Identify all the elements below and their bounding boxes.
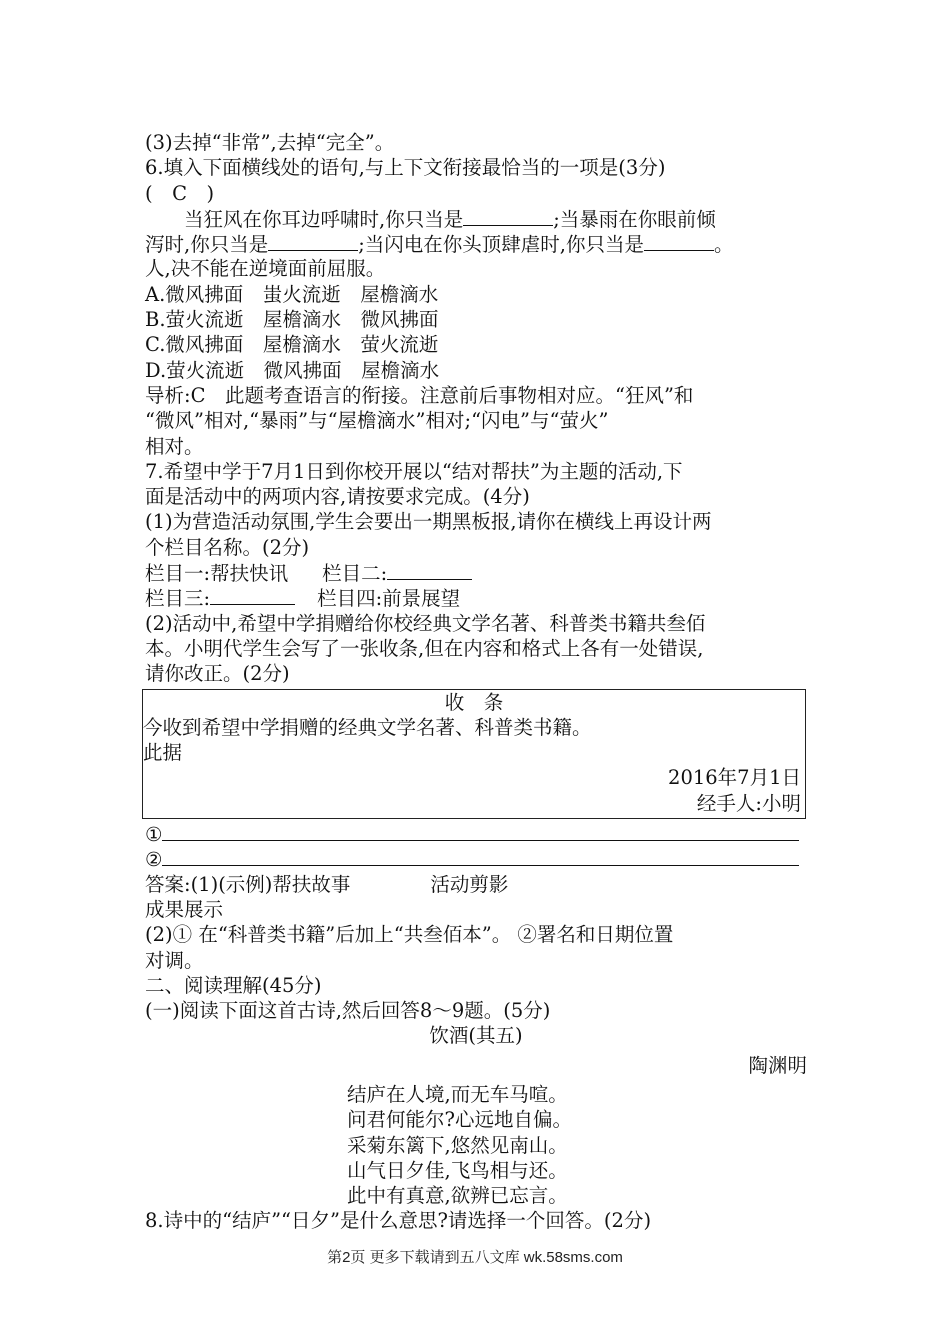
guide-line: 导析:C 此题考查语言的衔接。注意前后事物相对应。“狂风”和 <box>145 383 694 407</box>
option-d: D.萤火流逝 微风拂面 屋檐滴水 <box>145 358 440 382</box>
question-6-passage-line: 人,决不能在逆境面前屈服。 <box>145 257 386 281</box>
passage-text: ;当闪电在你头顶肆虐时,你只当是 <box>358 233 644 257</box>
question-7-part-2: 请你改正。(2分) <box>145 662 290 686</box>
answer-text: (2)① 在“科普类书籍”后加上“共叁佰本”。 ②署名和日期位置 <box>145 923 674 947</box>
poem-line: 采菊东篱下,悠然见南山。 <box>347 1133 568 1157</box>
column-row <box>145 585 807 610</box>
answer-line <box>145 821 807 846</box>
receipt-closing: 此据 <box>143 741 183 765</box>
fill-blank <box>387 560 472 580</box>
question-7: 面是活动中的两项内容,请按要求完成。(4分) <box>145 485 530 509</box>
fill-blank <box>463 206 553 226</box>
option-c: C.微风拂面 屋檐滴水 萤火流逝 <box>145 333 439 357</box>
poem-title: 饮酒(其五) <box>429 1024 523 1048</box>
column-row <box>145 560 807 585</box>
poem-line: 此中有真意,欲辨已忘言。 <box>347 1184 568 1208</box>
circle-number: ① <box>145 823 163 847</box>
text-line: (3)去掉“非常”,去掉“完全”。 <box>145 131 395 154</box>
receipt-body: 今收到希望中学捐赠的经典文学名著、科普类书籍。 <box>143 715 592 739</box>
answer-text: 成果展示 <box>145 897 224 921</box>
answer-text <box>145 872 807 897</box>
answer-line <box>145 846 807 871</box>
page-footer: 第2页 更多下载请到五八文库 wk.58sms.com <box>327 1249 623 1266</box>
receipt-date: 2016年7月1日 <box>668 766 801 790</box>
option-b: B.萤火流逝 屋檐滴水 微风拂面 <box>145 308 439 332</box>
passage-text: 。 <box>713 233 734 257</box>
fill-blank <box>210 585 295 605</box>
question-6-answer: ( C ) <box>145 181 215 205</box>
answer-blank <box>162 846 799 866</box>
circle-number: ② <box>145 848 163 872</box>
passage-text: 当狂风在你耳边呼啸时,你只当是 <box>184 207 464 231</box>
poem-line: 结庐在人境,而无车马喧。 <box>347 1082 568 1106</box>
question-6: 6.填入下面横线处的语句,与上下文衔接最恰当的一项是(3分) <box>145 156 666 180</box>
question-7-part-2: 本。小明代学生会写了一张收条,但在内容和格式上各有一处错误, <box>145 636 704 660</box>
column-1: 栏目一:帮扶快讯 <box>145 562 289 586</box>
receipt-title: 收 条 <box>444 690 504 714</box>
poem-line: 山气日夕佳,飞鸟相与还。 <box>347 1158 568 1182</box>
fill-blank <box>644 231 714 251</box>
question-7-part-1: (1)为营造活动氛围,学生会要出一期黑板报,请你在横线上再设计两 <box>145 510 712 534</box>
receipt-box <box>142 689 806 819</box>
question-7: 7.希望中学于7月1日到你校开展以“结对帮扶”为主题的活动,下 <box>145 459 683 483</box>
question-7-part-1: 个栏目名称。(2分) <box>145 535 310 559</box>
section-heading: 二、阅读理解(45分) <box>145 973 322 997</box>
guide-line: “微风”相对,“暴雨”与“屋檐滴水”相对;“闪电”与“萤火” <box>145 409 609 433</box>
passage-text: 泻时,你只当是 <box>145 233 269 257</box>
question-7-part-2: (2)活动中,希望中学捐赠给你校经典文学名著、科普类书籍共叁佰 <box>145 611 706 635</box>
option-a: A.微风拂面 蚩火流逝 屋檐滴水 <box>145 282 439 306</box>
passage-text: ;当暴雨在你眼前倾 <box>553 207 716 231</box>
column-4: 栏目四:前景展望 <box>317 587 461 611</box>
question-6-passage-line <box>145 206 807 231</box>
guide-line: 相对。 <box>145 434 204 458</box>
answer-blank <box>162 821 799 841</box>
question-6-passage-line <box>145 231 807 256</box>
fill-blank <box>268 231 358 251</box>
question-8: 8.诗中的“结庐”“日夕”是什么意思?请选择一个回答。(2分) <box>145 1209 652 1233</box>
answer-part: 活动剪影 <box>430 872 509 896</box>
answer-part: 答案:(1)(示例)帮扶故事 <box>145 872 351 896</box>
poem-line: 问君何能尔?心远地自偏。 <box>347 1108 572 1132</box>
section-subheading: (一)阅读下面这首古诗,然后回答8～9题。(5分) <box>145 999 551 1023</box>
column-2-label: 栏目二: <box>322 562 388 586</box>
document-page <box>145 130 807 1234</box>
receipt-signer: 经手人:小明 <box>696 791 801 815</box>
column-3-label: 栏目三: <box>145 587 211 611</box>
answer-text: 对调。 <box>145 948 204 972</box>
poem-author: 陶渊明 <box>748 1053 807 1077</box>
